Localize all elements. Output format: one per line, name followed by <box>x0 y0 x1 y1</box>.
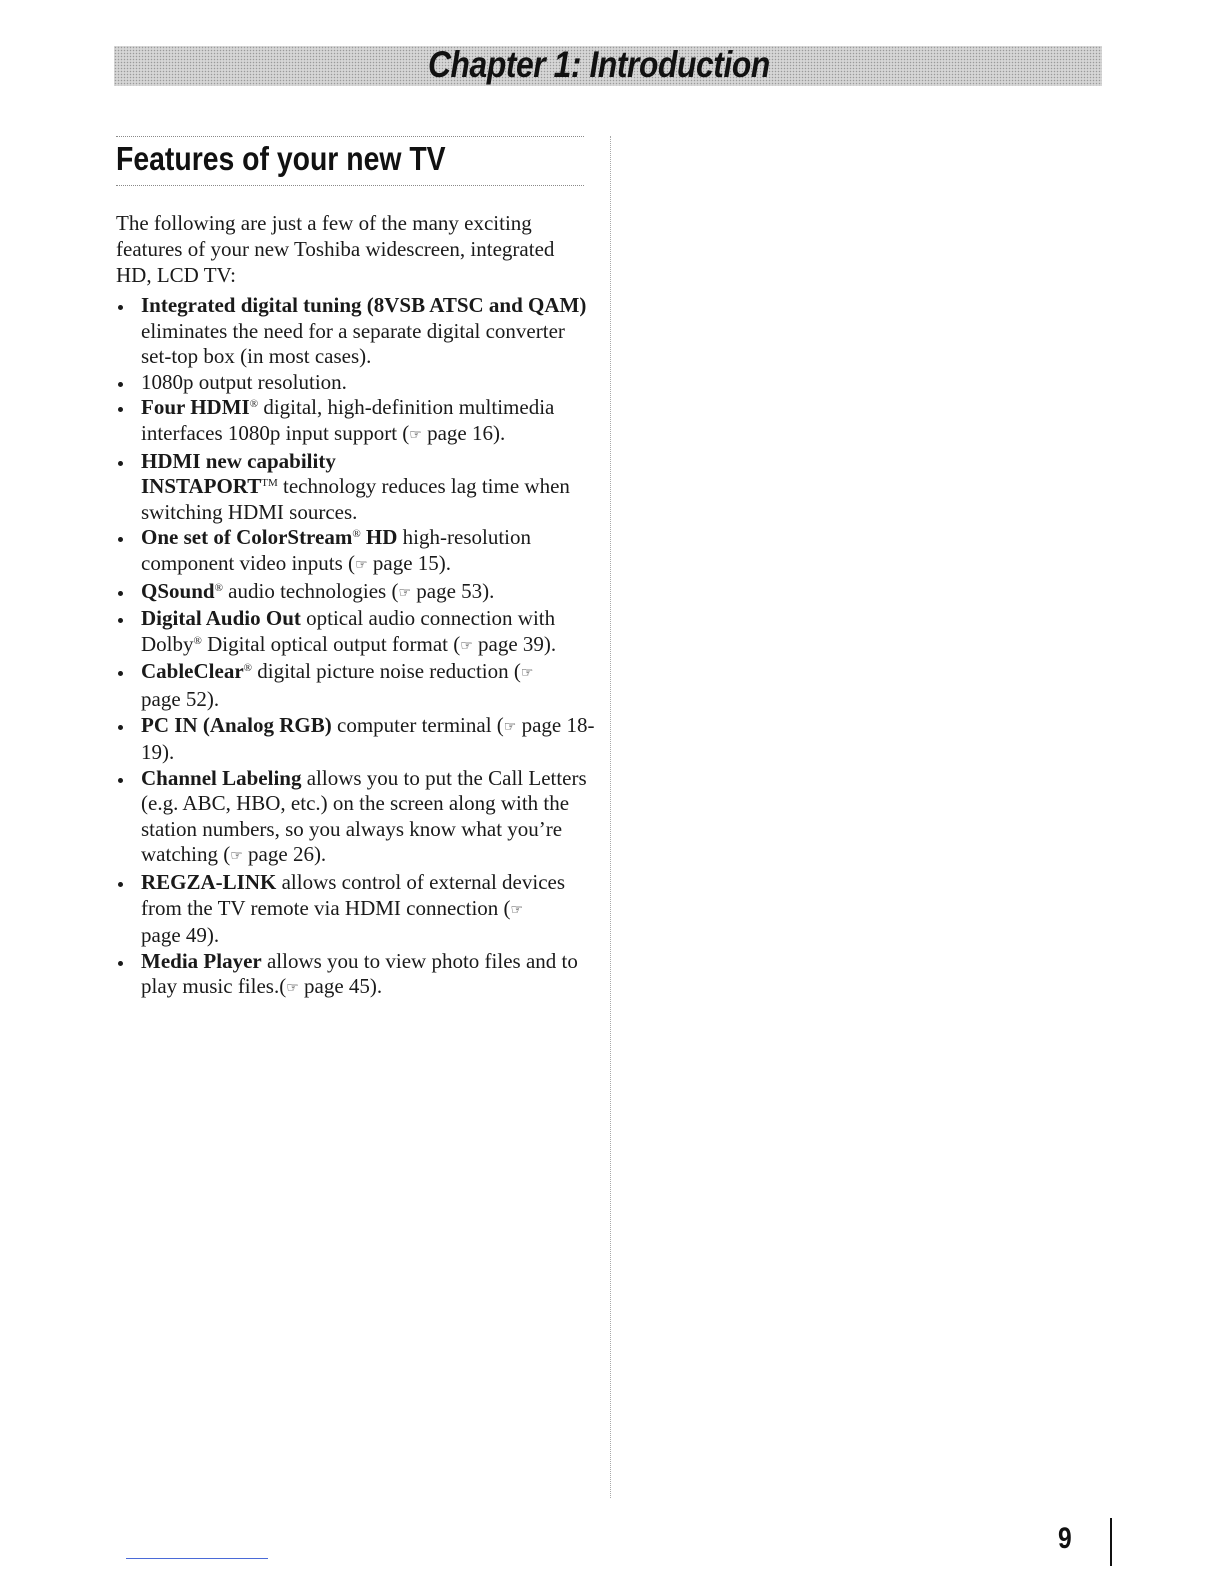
list-item: Media Player allows you to view photo files and to play music files.(☞ page 45). <box>116 949 596 1002</box>
footer-line <box>126 1558 268 1559</box>
column-divider <box>610 136 611 1498</box>
page-reference-icon: ☞ <box>398 584 412 601</box>
list-item: HDMI new capability INSTAPORT™ technology reduces lag time when switching HDMI sources. <box>116 449 596 526</box>
page-reference-icon: ☞ <box>355 556 368 573</box>
list-item: Four HDMI® digital, high-definition multimedia interfaces 1080p input support (☞ page 16). <box>116 395 596 448</box>
section-title: Features of your new TV <box>116 140 446 177</box>
feature-list <box>116 293 596 1002</box>
page-reference-icon: ☞ <box>503 718 517 735</box>
page-reference-icon: ☞ <box>460 637 473 654</box>
list-item: QSound® audio technologies (☞ page 53). <box>116 579 596 607</box>
page-reference-icon: ☞ <box>286 980 299 997</box>
page-reference-icon: ☞ <box>510 901 524 918</box>
list-item: 1080p output resolution. <box>116 370 596 396</box>
page-reference-icon: ☞ <box>409 426 422 443</box>
list-item: Channel Labeling allows you to put the Call Letters (e.g. ABC, HBO, etc.) on the screen along with the station numbers, so you always know what you’re watching (☞ page 26). <box>116 766 596 870</box>
list-item: PC IN (Analog RGB) computer terminal (☞ page 18-19). <box>116 713 596 766</box>
list-item: Integrated digital tuning (8VSB ATSC and QAM) eliminates the need for a separate digital converter set-top box (in most cases). <box>116 293 596 370</box>
list-item: One set of ColorStream® HD high-resolution component video inputs (☞ page 15). <box>116 525 596 578</box>
page-number-bar <box>1110 1518 1112 1566</box>
section-rule-top <box>116 136 584 137</box>
page-reference-icon: ☞ <box>520 665 534 682</box>
intro-paragraph: The following are just a few of the many exciting features of your new Toshiba widescreen, integrated HD, LCD TV: <box>116 211 555 287</box>
page-reference-icon: ☞ <box>230 848 243 865</box>
chapter-title: Chapter 1: Introduction <box>428 44 770 85</box>
list-item: CableClear® digital picture noise reduction (☞ page 52). <box>116 659 596 712</box>
page-number: 9 <box>1058 1522 1072 1555</box>
section-rule-bottom <box>116 185 584 186</box>
list-item: REGZA-LINK allows control of external devices from the TV remote via HDMI connection (☞ page 49). <box>116 870 596 949</box>
list-item: Digital Audio Out optical audio connection with Dolby® Digital optical output format (☞ page 39). <box>116 606 596 659</box>
